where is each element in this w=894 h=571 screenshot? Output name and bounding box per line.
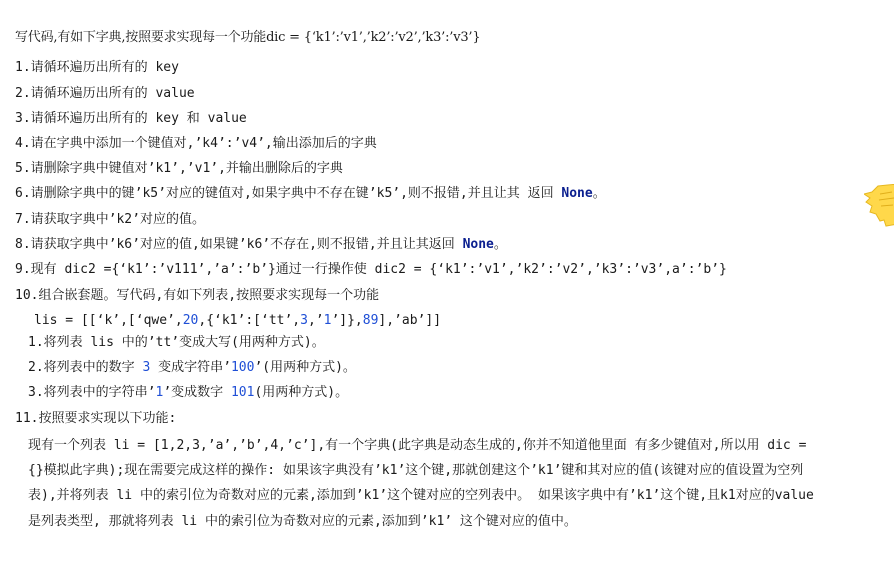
- intro-line: 写代码,有如下字典,按照要求实现每一个功能dic = {‘k1’:’v1’,’k2’:’v2’,’k3’:’v3’}: [15, 30, 481, 45]
- code-number-1: 20: [182, 313, 199, 328]
- sub-item-2-number-2: 100: [230, 360, 255, 375]
- item-11-paragraph: [28, 433, 878, 534]
- paragraph-line-4: 是列表类型, 那就将列表 li 中的索引位为奇数对应的元素,添加到’k1’ 这个键对应的值中。: [28, 513, 577, 529]
- sub-item-2: [28, 359, 356, 377]
- code-line: [34, 312, 441, 330]
- item-7: 7.请获取字典中’k2’对应的值。: [15, 212, 205, 227]
- item-6-text: 6.请删除字典中的键’k5’对应的键值对,如果字典中不存在键’k5’,则不报错,并且让其 返回: [15, 186, 562, 201]
- code-number-4: 89: [362, 313, 379, 328]
- code-part-3: ,’: [307, 313, 324, 328]
- sub-item-3-number-2: 101: [230, 385, 255, 400]
- code-part-4: ’]},: [331, 313, 363, 328]
- sub-item-2-number: 3: [142, 360, 151, 375]
- sub-item-3-text-c: (用两种方式)。: [254, 385, 349, 400]
- item-8-text: 8.请获取字典中’k6’对应的值,如果键’k6’不存在,则不报错,并且让其返回: [15, 237, 463, 252]
- paragraph-line-3: 表),并将列表 li 中的索引位为奇数对应的元素,添加到’k1’这个键对应的空列表中。 如果该字典中有’k1’这个键,且k1对应的value: [28, 488, 814, 504]
- sub-item-1: 1.将列表 lis 中的’tt’变成大写(用两种方式)。: [28, 335, 325, 350]
- item-5: 5.请删除字典中键值对’k1’,’v1’,并输出删除后的字典: [15, 161, 343, 176]
- item-6-end: 。: [592, 186, 606, 201]
- code-part-2: ,{‘k1’:[‘tt’,: [198, 313, 301, 328]
- sub-item-3: [28, 384, 348, 402]
- item-2: 2.请循环遍历出所有的 value: [15, 86, 195, 101]
- sticky-note-icon: [864, 184, 894, 228]
- item-9: 9.现有 dic2 ={‘k1’:’v111’,’a’:’b’}通过一行操作使 dic2 = {‘k1’:’v1’,’k2’:’v2’,’k3’:’v3’,a’:’b’}: [15, 262, 727, 277]
- item-3: 3.请循环遍历出所有的 key 和 value: [15, 111, 247, 126]
- paragraph-line-2: {}模拟此字典);现在需要完成这样的操作: 如果该字典没有’k1’这个键,那就创建这个’k1’键和其对应的值(该键对应的值设置为空列: [28, 463, 804, 479]
- sub-item-3-text-b: ’变成数字: [163, 385, 231, 400]
- sub-item-2-text-c: ’(用两种方式)。: [254, 360, 356, 375]
- item-8-end: 。: [493, 237, 507, 252]
- code-number-2: 3: [300, 313, 308, 328]
- item-11: 11.按照要求实现以下功能:: [15, 411, 177, 426]
- code-number-3: 1: [323, 313, 332, 328]
- sub-item-3-text-a: 3.将列表中的字符串’: [28, 385, 156, 400]
- item-8: [15, 236, 507, 254]
- item-10: 10.组合嵌套题。写代码,有如下列表,按照要求实现每一个功能: [15, 288, 380, 303]
- item-8-keyword: None: [462, 237, 494, 252]
- paragraph-line-1: 现有一个列表 li = [1,2,3,’a’,’b’,4,’c’],有一个字典(此字典是动态生成的,你并不知道他里面 有多少键值对,所以用 dic =: [28, 438, 807, 453]
- code-part-5: ],’ab’]]: [378, 313, 442, 328]
- item-6-keyword: None: [561, 186, 593, 201]
- item-1: 1.请循环遍历出所有的 key: [15, 60, 179, 75]
- item-6: [15, 185, 606, 203]
- item-4: 4.请在字典中添加一个键值对,’k4’:’v4’,输出添加后的字典: [15, 136, 377, 151]
- sub-item-2-text-a: 2.将列表中的数字: [28, 360, 143, 375]
- sub-item-2-text-b: 变成字符串’: [150, 360, 231, 375]
- sub-item-3-number: 1: [155, 385, 164, 400]
- code-part-1: lis = [[‘k’,[‘qwe’,: [34, 313, 183, 328]
